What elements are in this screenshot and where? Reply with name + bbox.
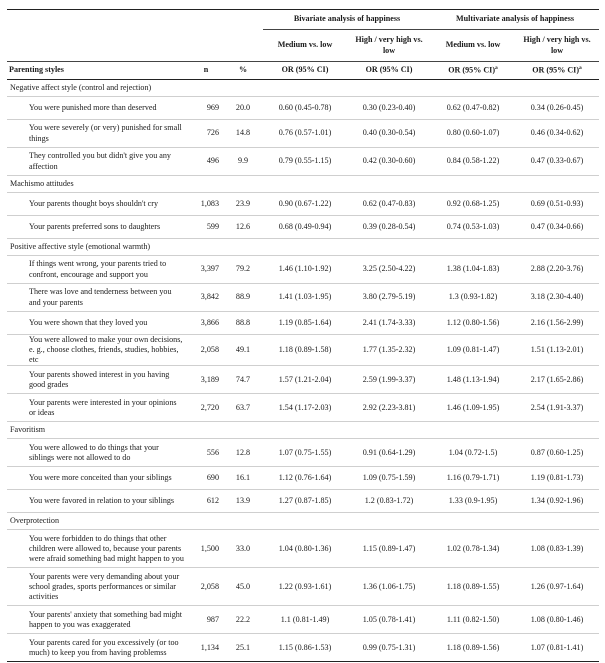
table-row bbox=[7, 606, 599, 634]
cell-multivariate-medium: 0.92 (0.68-1.25) bbox=[431, 193, 515, 216]
table-row bbox=[7, 335, 599, 366]
cell-bivariate-medium: 1.19 (0.85-1.64) bbox=[263, 312, 347, 335]
section-header bbox=[7, 176, 599, 193]
cell-pct: 12.6 bbox=[223, 216, 263, 239]
cell-pct: 74.7 bbox=[223, 366, 263, 394]
col-or-bivariate-high: OR (95% CI) bbox=[347, 62, 431, 80]
cell-n: 2,058 bbox=[189, 335, 223, 366]
cell-multivariate-high: 1.34 (0.92-1.96) bbox=[515, 490, 599, 513]
row-label: They controlled you but didn't give you any affection bbox=[7, 148, 189, 176]
row-label: You were severely (or very) punished for small things bbox=[7, 120, 189, 148]
row-label: Your parents were very demanding about your school grades, sports performances or similar activities bbox=[7, 568, 189, 606]
table-row bbox=[7, 568, 599, 606]
cell-bivariate-high: 0.39 (0.28-0.54) bbox=[347, 216, 431, 239]
cell-multivariate-high: 1.26 (0.97-1.64) bbox=[515, 568, 599, 606]
cell-pct: 12.8 bbox=[223, 439, 263, 467]
cell-multivariate-high: 0.69 (0.51-0.93) bbox=[515, 193, 599, 216]
cell-multivariate-medium: 1.3 (0.93-1.82) bbox=[431, 284, 515, 312]
section-title: Favoritism bbox=[7, 422, 599, 439]
cell-bivariate-high: 0.62 (0.47-0.83) bbox=[347, 193, 431, 216]
bivariate-high-header: High / very high vs. low bbox=[355, 35, 423, 55]
cell-pct: 88.9 bbox=[223, 284, 263, 312]
row-label: You were allowed to make your own decisions, e. g., choose clothes, friends, studies, hobbies, etc bbox=[7, 335, 189, 366]
cell-bivariate-high: 2.41 (1.74-3.33) bbox=[347, 312, 431, 335]
table-row bbox=[7, 490, 599, 513]
section-title: Machismo attitudes bbox=[7, 176, 599, 193]
cell-multivariate-high: 2.88 (2.20-3.76) bbox=[515, 256, 599, 284]
cell-multivariate-high: 3.18 (2.30-4.40) bbox=[515, 284, 599, 312]
cell-multivariate-high: 2.54 (1.91-3.37) bbox=[515, 394, 599, 422]
row-label: If things went wrong, your parents tried to confront, encourage and support you bbox=[7, 256, 189, 284]
table-row bbox=[7, 439, 599, 467]
cell-bivariate-medium: 0.68 (0.49-0.94) bbox=[263, 216, 347, 239]
cell-multivariate-high: 1.08 (0.83-1.39) bbox=[515, 530, 599, 568]
cell-n: 3,842 bbox=[189, 284, 223, 312]
cell-bivariate-medium: 1.46 (1.10-1.92) bbox=[263, 256, 347, 284]
row-label: You were favored in relation to your siblings bbox=[7, 490, 189, 513]
col-n: n bbox=[189, 62, 223, 80]
row-label: Your parents showed interest in you having good grades bbox=[7, 366, 189, 394]
cell-multivariate-medium: 1.18 (0.89-1.55) bbox=[431, 568, 515, 606]
cell-pct: 9.9 bbox=[223, 148, 263, 176]
cell-pct: 23.9 bbox=[223, 193, 263, 216]
cell-pct: 22.2 bbox=[223, 606, 263, 634]
cell-bivariate-high: 1.15 (0.89-1.47) bbox=[347, 530, 431, 568]
cell-bivariate-medium: 1.12 (0.76-1.64) bbox=[263, 467, 347, 490]
cell-pct: 79.2 bbox=[223, 256, 263, 284]
cell-bivariate-high: 1.09 (0.75-1.59) bbox=[347, 467, 431, 490]
cell-bivariate-high: 0.99 (0.75-1.31) bbox=[347, 634, 431, 662]
row-label: Your parents cared for you excessively (or too much) to keep you from having problemss bbox=[7, 634, 189, 662]
cell-n: 969 bbox=[189, 97, 223, 120]
cell-multivariate-medium: 0.84 (0.58-1.22) bbox=[431, 148, 515, 176]
row-label: Your parents thought boys shouldn't cry bbox=[7, 193, 189, 216]
cell-multivariate-medium: 1.04 (0.72-1.5) bbox=[431, 439, 515, 467]
table-row bbox=[7, 216, 599, 239]
bivariate-medium-header: Medium vs. low bbox=[277, 40, 333, 50]
cell-pct: 49.1 bbox=[223, 335, 263, 366]
section-title: Negative affect style (control and rejection) bbox=[10, 82, 152, 92]
bivariate-header: Bivariate analysis of happiness bbox=[263, 10, 431, 30]
multivariate-header: Multivariate analysis of happiness bbox=[431, 10, 599, 30]
row-label: You were punished more than deserved bbox=[7, 97, 189, 120]
section-header bbox=[7, 513, 599, 530]
cell-n: 2,720 bbox=[189, 394, 223, 422]
section-header bbox=[7, 239, 599, 256]
section-header bbox=[7, 80, 599, 97]
cell-multivariate-medium: 0.80 (0.60-1.07) bbox=[431, 120, 515, 148]
cell-n: 2,058 bbox=[189, 568, 223, 606]
cell-multivariate-high: 0.87 (0.60-1.25) bbox=[515, 439, 599, 467]
cell-bivariate-high: 2.59 (1.99-3.37) bbox=[347, 366, 431, 394]
cell-multivariate-medium: 0.62 (0.47-0.82) bbox=[431, 97, 515, 120]
cell-bivariate-medium: 0.79 (0.55-1.15) bbox=[263, 148, 347, 176]
table-row bbox=[7, 467, 599, 490]
section-title: Positive affective style (emotional warmth) bbox=[7, 239, 599, 256]
cell-multivariate-high: 1.07 (0.81-1.41) bbox=[515, 634, 599, 662]
cell-pct: 33.0 bbox=[223, 530, 263, 568]
cell-pct: 45.0 bbox=[223, 568, 263, 606]
table-row bbox=[7, 530, 599, 568]
cell-bivariate-medium: 0.90 (0.67-1.22) bbox=[263, 193, 347, 216]
col-or-bivariate-medium: OR (95% CI) bbox=[263, 62, 347, 80]
row-label: There was love and tenderness between you and your parents bbox=[7, 284, 189, 312]
table-row bbox=[7, 366, 599, 394]
table-row bbox=[7, 193, 599, 216]
cell-bivariate-medium: 1.54 (1.17-2.03) bbox=[263, 394, 347, 422]
cell-n: 3,397 bbox=[189, 256, 223, 284]
cell-bivariate-medium: 1.41 (1.03-1.95) bbox=[263, 284, 347, 312]
cell-multivariate-high: 2.17 (1.65-2.86) bbox=[515, 366, 599, 394]
col-or-multivariate-medium: OR (95% CI)$^a$ bbox=[431, 62, 515, 80]
cell-pct: 25.1 bbox=[223, 634, 263, 662]
cell-n: 726 bbox=[189, 120, 223, 148]
cell-bivariate-medium: 1.22 (0.93-1.61) bbox=[263, 568, 347, 606]
cell-multivariate-high: 1.19 (0.81-1.73) bbox=[515, 467, 599, 490]
cell-bivariate-medium: 1.15 (0.86-1.53) bbox=[263, 634, 347, 662]
cell-pct: 63.7 bbox=[223, 394, 263, 422]
cell-multivariate-high: 0.47 (0.34-0.66) bbox=[515, 216, 599, 239]
cell-bivariate-medium: 0.60 (0.45-0.78) bbox=[263, 97, 347, 120]
cell-bivariate-medium: 1.27 (0.87-1.85) bbox=[263, 490, 347, 513]
cell-pct: 20.0 bbox=[223, 97, 263, 120]
cell-bivariate-high: 2.92 (2.23-3.81) bbox=[347, 394, 431, 422]
cell-multivariate-medium: 1.09 (0.81-1.47) bbox=[431, 335, 515, 366]
cell-n: 1,134 bbox=[189, 634, 223, 662]
cell-multivariate-high: 2.16 (1.56-2.99) bbox=[515, 312, 599, 335]
row-label: Your parents were interested in your opinions or ideas bbox=[7, 394, 189, 422]
cell-multivariate-medium: 1.48 (1.13-1.94) bbox=[431, 366, 515, 394]
table-row bbox=[7, 312, 599, 335]
cell-bivariate-medium: 1.18 (0.89-1.58) bbox=[263, 335, 347, 366]
table-row bbox=[7, 634, 599, 662]
cell-bivariate-high: 0.40 (0.30-0.54) bbox=[347, 120, 431, 148]
multivariate-medium-header: Medium vs. low bbox=[445, 40, 501, 50]
cell-multivariate-medium: 1.46 (1.09-1.95) bbox=[431, 394, 515, 422]
cell-n: 556 bbox=[189, 439, 223, 467]
cell-n: 1,083 bbox=[189, 193, 223, 216]
cell-bivariate-high: 3.80 (2.79-5.19) bbox=[347, 284, 431, 312]
row-label: You were shown that they loved you bbox=[7, 312, 189, 335]
col-pct: % bbox=[223, 62, 263, 80]
cell-multivariate-high: 1.08 (0.80-1.46) bbox=[515, 606, 599, 634]
cell-n: 496 bbox=[189, 148, 223, 176]
table-row bbox=[7, 148, 599, 176]
row-label: Your parents' anxiety that something bad might happen to you was exaggerated bbox=[7, 606, 189, 634]
cell-multivariate-high: 0.46 (0.34-0.62) bbox=[515, 120, 599, 148]
cell-bivariate-medium: 1.07 (0.75-1.55) bbox=[263, 439, 347, 467]
cell-bivariate-high: 1.36 (1.06-1.75) bbox=[347, 568, 431, 606]
multivariate-high-header: High / very high vs. low bbox=[523, 35, 591, 55]
row-label: Your parents preferred sons to daughters bbox=[7, 216, 189, 239]
cell-bivariate-high: 0.91 (0.64-1.29) bbox=[347, 439, 431, 467]
cell-n: 690 bbox=[189, 467, 223, 490]
cell-n: 599 bbox=[189, 216, 223, 239]
cell-multivariate-medium: 1.16 (0.79-1.71) bbox=[431, 467, 515, 490]
table-row bbox=[7, 97, 599, 120]
cell-multivariate-medium: 1.12 (0.80-1.56) bbox=[431, 312, 515, 335]
cell-multivariate-medium: 1.11 (0.82-1.50) bbox=[431, 606, 515, 634]
cell-multivariate-medium: 0.74 (0.53-1.03) bbox=[431, 216, 515, 239]
row-label: You were allowed to do things that your siblings were not allowed to do bbox=[7, 439, 189, 467]
cell-multivariate-medium: 1.02 (0.78-1.34) bbox=[431, 530, 515, 568]
cell-multivariate-medium: 1.33 (0.9-1.95) bbox=[431, 490, 515, 513]
cell-pct: 14.8 bbox=[223, 120, 263, 148]
cell-bivariate-medium: 1.1 (0.81-1.49) bbox=[263, 606, 347, 634]
cell-pct: 16.1 bbox=[223, 467, 263, 490]
cell-multivariate-medium: 1.38 (1.04-1.83) bbox=[431, 256, 515, 284]
cell-bivariate-high: 1.2 (0.83-1.72) bbox=[347, 490, 431, 513]
cell-multivariate-high: 0.34 (0.26-0.45) bbox=[515, 97, 599, 120]
cell-multivariate-high: 0.47 (0.33-0.67) bbox=[515, 148, 599, 176]
table-row bbox=[7, 394, 599, 422]
table-row bbox=[7, 284, 599, 312]
cell-n: 3,189 bbox=[189, 366, 223, 394]
cell-bivariate-medium: 1.04 (0.80-1.36) bbox=[263, 530, 347, 568]
col-or-multivariate-high: OR (95% CI)$^a$ bbox=[515, 62, 599, 80]
cell-n: 1,500 bbox=[189, 530, 223, 568]
cell-bivariate-high: 1.05 (0.78-1.41) bbox=[347, 606, 431, 634]
parenting-styles-table bbox=[7, 9, 599, 662]
cell-n: 3,866 bbox=[189, 312, 223, 335]
cell-n: 987 bbox=[189, 606, 223, 634]
cell-bivariate-high: 3.25 (2.50-4.22) bbox=[347, 256, 431, 284]
section-header bbox=[7, 422, 599, 439]
cell-bivariate-medium: 1.57 (1.21-2.04) bbox=[263, 366, 347, 394]
cell-bivariate-high: 1.77 (1.35-2.32) bbox=[347, 335, 431, 366]
cell-bivariate-medium: 0.76 (0.57-1.01) bbox=[263, 120, 347, 148]
cell-multivariate-high: 1.51 (1.13-2.01) bbox=[515, 335, 599, 366]
table-row bbox=[7, 256, 599, 284]
col-parenting-styles: Parenting styles bbox=[7, 62, 189, 80]
cell-bivariate-high: 0.30 (0.23-0.40) bbox=[347, 97, 431, 120]
cell-pct: 88.8 bbox=[223, 312, 263, 335]
row-label: You were more conceited than your siblings bbox=[7, 467, 189, 490]
table-row bbox=[7, 120, 599, 148]
cell-multivariate-medium: 1.18 (0.89-1.56) bbox=[431, 634, 515, 662]
cell-pct: 13.9 bbox=[223, 490, 263, 513]
section-title: Overprotection bbox=[7, 513, 599, 530]
table-body bbox=[7, 80, 599, 662]
cell-bivariate-high: 0.42 (0.30-0.60) bbox=[347, 148, 431, 176]
row-label: You were forbidden to do things that other children were allowed to, because your parents were afraid something bad might happen to you bbox=[7, 530, 189, 568]
cell-n: 612 bbox=[189, 490, 223, 513]
